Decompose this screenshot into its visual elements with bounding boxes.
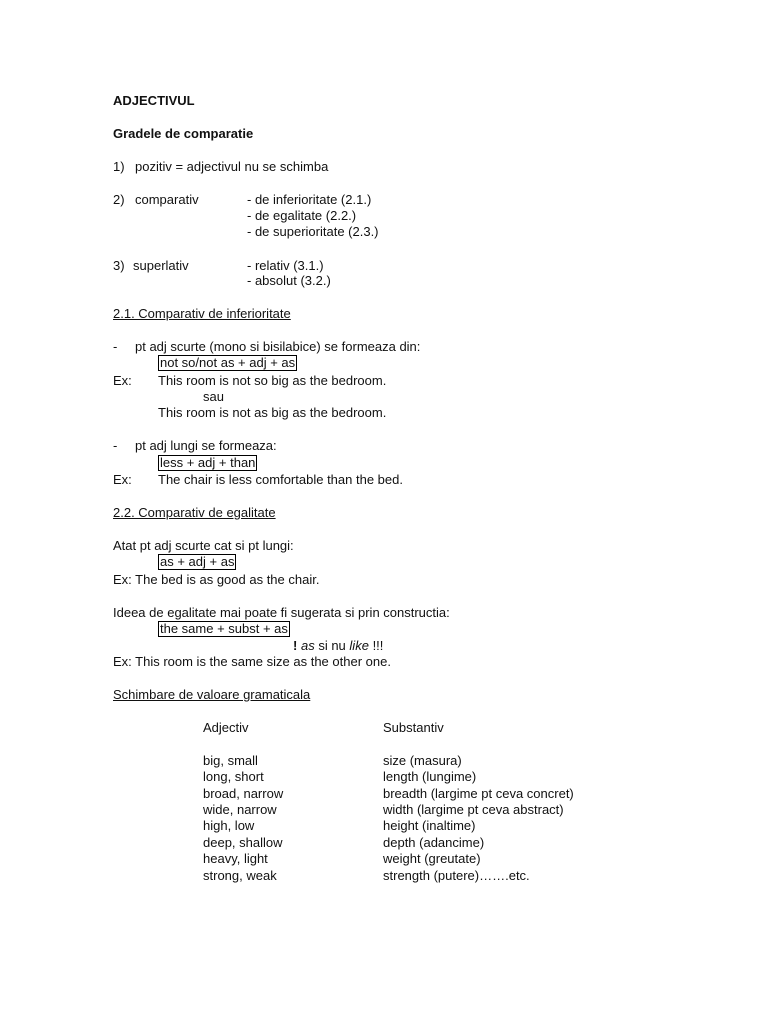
example-sentence: Ex: The bed is as good as the chair. [113, 572, 320, 587]
section-2-2-heading: 2.2. Comparativ de egalitate [113, 505, 276, 520]
table-row [0, 769, 768, 785]
noun-cell: width (largime pt ceva abstract) [383, 802, 564, 817]
formula-box-the-same: the same + subst + as [160, 621, 288, 636]
noun-cell: length (lungime) [383, 769, 477, 784]
schimbare-heading: Schimbare de valoare gramaticala [113, 687, 311, 702]
table-row [0, 753, 768, 769]
degree-3-number: 3) [113, 258, 125, 273]
bullet-dash: - [113, 438, 118, 453]
adjective-cell: high, low [203, 818, 255, 833]
note-middle: si nu [318, 638, 346, 653]
adjective-cell: big, small [203, 753, 258, 768]
formula-box-less-than: less + adj + than [160, 455, 256, 470]
section-2-1-heading: 2.1. Comparativ de inferioritate [113, 306, 291, 321]
bullet-dash: - [113, 339, 118, 354]
adjective-cell: broad, narrow [203, 786, 284, 801]
column-header-adjectiv: Adjectiv [203, 720, 249, 735]
note-exclamation: ! [293, 638, 298, 653]
adjective-cell: wide, narrow [203, 802, 277, 817]
formula-box-not-as: not so/not as + adj + as [160, 355, 296, 370]
example-label: Ex: [113, 373, 132, 388]
egalitate-idea: Ideea de egalitate mai poate fi sugerata si prin constructia: [113, 605, 450, 620]
example-sentence: Ex: This room is the same size as the other one. [113, 654, 391, 669]
degree-3-superlativ: superlativ [133, 258, 189, 273]
note-as-not-like [293, 638, 383, 654]
comparativ-item: - de inferioritate (2.1.) [247, 192, 372, 207]
example-sentence: This room is not so big as the bedroom. [158, 373, 387, 388]
noun-cell: weight (greutate) [383, 851, 481, 866]
degree-1-pozitiv: pozitiv = adjectivul nu se schimba [135, 159, 329, 174]
degree-2-number: 2) [113, 192, 125, 207]
note-end: !!! [372, 638, 384, 653]
page-title: ADJECTIVUL [113, 93, 195, 108]
sau-text: sau [203, 389, 224, 404]
example-sentence: The chair is less comfortable than the bed. [158, 472, 403, 487]
noun-cell: strength (putere)…….etc. [383, 868, 530, 883]
superlativ-item: - absolut (3.2.) [247, 273, 331, 288]
note-as-word: as [300, 638, 315, 653]
table-header [0, 720, 768, 736]
example-label: Ex: [113, 472, 132, 487]
noun-cell: height (inaltime) [383, 818, 476, 833]
formula-box-as-as: as + adj + as [160, 554, 235, 569]
adjective-cell: heavy, light [203, 851, 268, 866]
comparativ-item: - de egalitate (2.2.) [247, 208, 357, 223]
table-row [0, 835, 768, 851]
long-adj-rule: pt adj lungi se formeaza: [135, 438, 277, 453]
table-row [0, 868, 768, 884]
table-row [0, 851, 768, 867]
table-row [0, 802, 768, 818]
note-like-word: like [349, 638, 369, 653]
degree-1-number: 1) [113, 159, 125, 174]
adjective-cell: long, short [203, 769, 264, 784]
subtitle: Gradele de comparatie [113, 126, 254, 141]
adjective-cell: strong, weak [203, 868, 277, 883]
adjective-cell: deep, shallow [203, 835, 283, 850]
noun-cell: size (masura) [383, 753, 462, 768]
egalitate-rule: Atat pt adj scurte cat si pt lungi: [113, 538, 294, 553]
degree-2-comparativ: comparativ [135, 192, 199, 207]
superlativ-item: - relativ (3.1.) [247, 258, 324, 273]
table-row [0, 818, 768, 834]
example-sentence: This room is not as big as the bedroom. [158, 405, 387, 420]
table-row [0, 786, 768, 802]
short-adj-rule: pt adj scurte (mono si bisilabice) se formeaza din: [135, 339, 421, 354]
column-header-substantiv: Substantiv [383, 720, 444, 735]
comparativ-item: - de superioritate (2.3.) [247, 224, 379, 239]
noun-cell: depth (adancime) [383, 835, 485, 850]
noun-cell: breadth (largime pt ceva concret) [383, 786, 574, 801]
